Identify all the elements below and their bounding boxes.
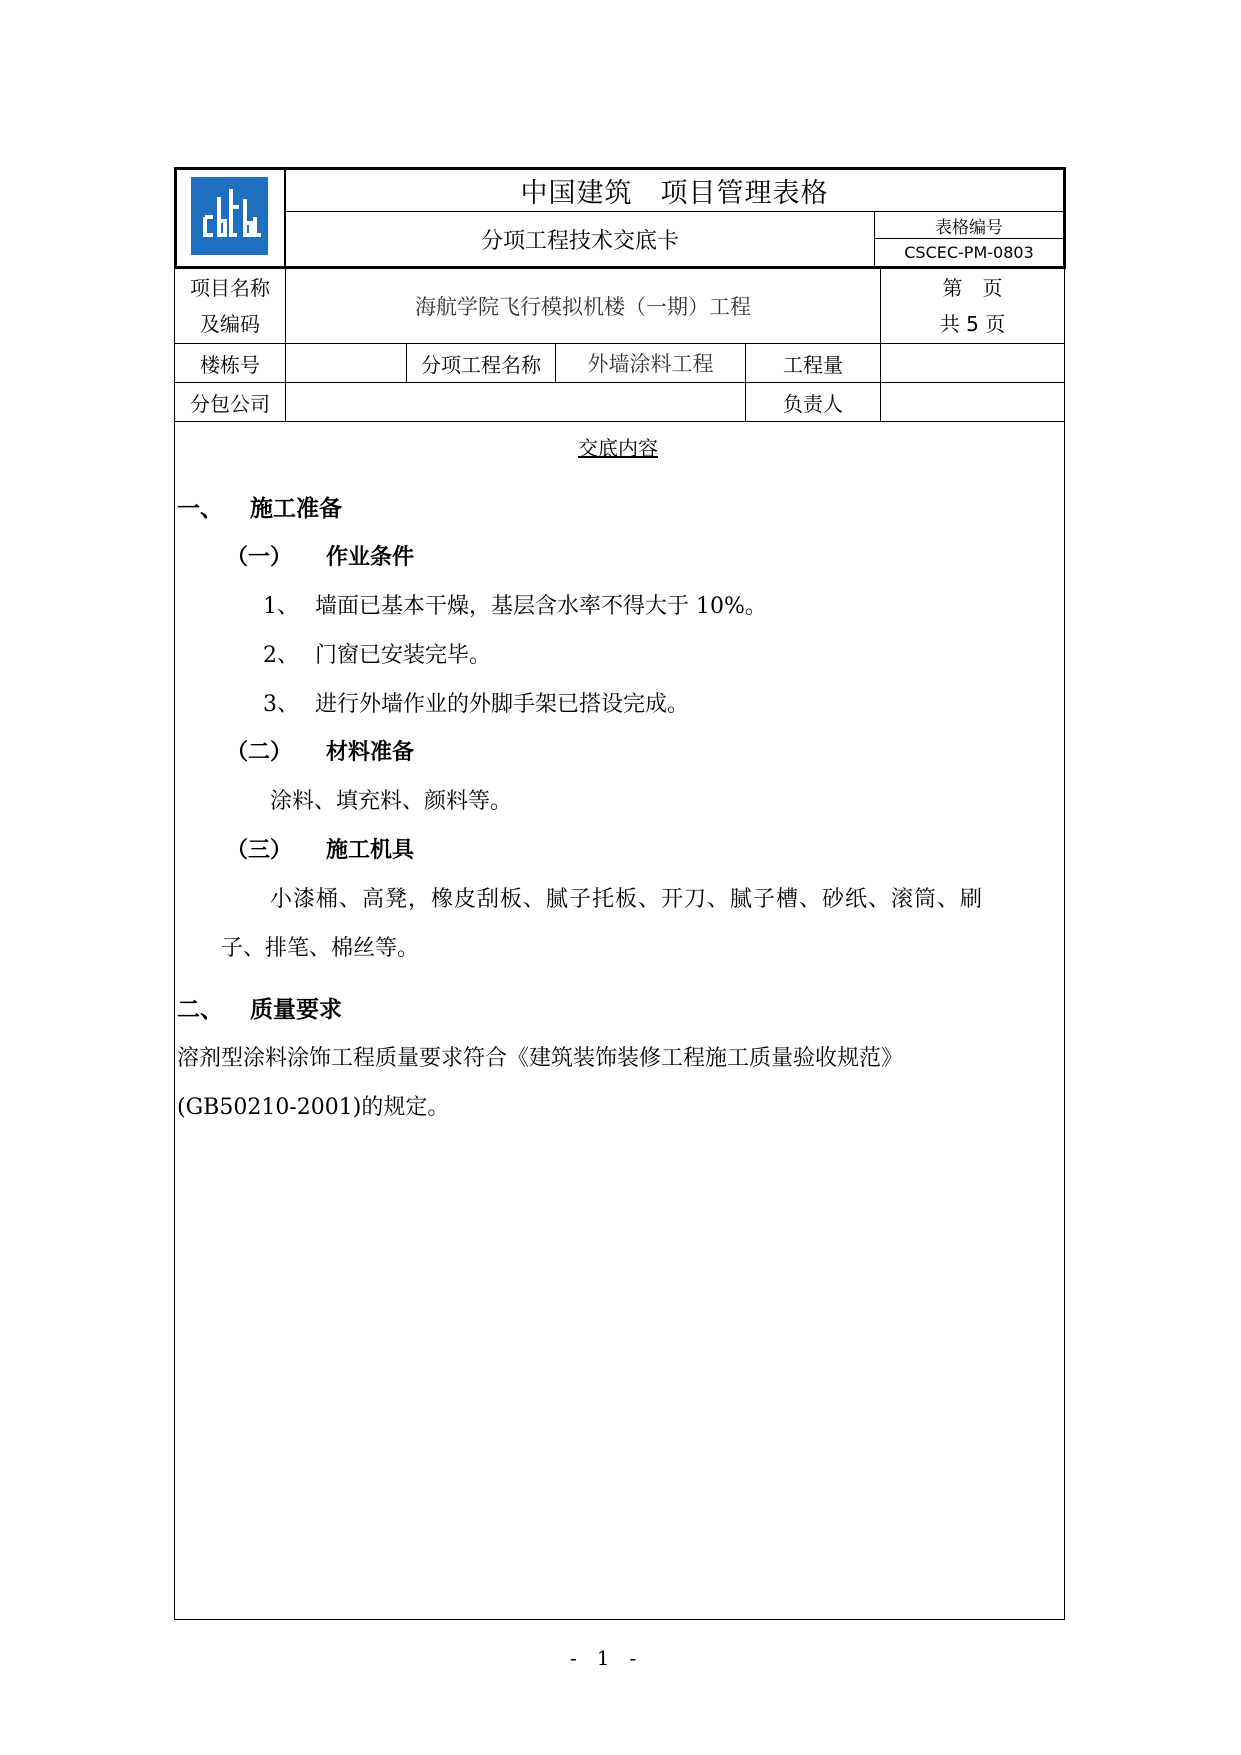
tools-text-line2: 子、排笔、棉丝等。	[221, 936, 420, 961]
page-total: 共 5 页	[939, 312, 1006, 336]
subitem-label: 分项工程名称	[421, 352, 541, 377]
form-no-label: 表格编号	[935, 217, 1003, 238]
section2-title: 质量要求	[250, 997, 342, 1023]
manager-value[interactable]	[881, 383, 1064, 421]
section1-number: 一、	[177, 496, 223, 522]
subcontractor-label: 分包公司	[190, 391, 270, 416]
section1-title: 施工准备	[250, 496, 342, 522]
materials-text: 涂料、填充料、颜料等。	[270, 789, 513, 814]
section1c-number: （三）	[226, 838, 293, 863]
project-label-line1: 项目名称	[190, 276, 270, 300]
row3-bottom	[174, 421, 1065, 422]
form-no: CSCEC-PM-0803	[904, 243, 1034, 262]
item1-number: 1、	[263, 594, 299, 619]
form-title: 分项工程技术交底卡	[480, 228, 679, 254]
body-bottom-border	[174, 1619, 1065, 1620]
manager-label: 负责人	[783, 391, 843, 416]
section2-number: 二、	[177, 997, 223, 1023]
tools-text-line1: 小漆桶、高凳，橡皮刮板、腻子托板、开刀、腻子槽、砂纸、滚筒、刷	[270, 887, 984, 912]
building-label: 楼栋号	[200, 352, 260, 377]
section1b-title: 材料准备	[326, 740, 415, 765]
section1b-number: （二）	[226, 740, 293, 765]
section1c-title: 施工机具	[326, 838, 415, 863]
project-label	[175, 270, 285, 343]
body-right-border	[1064, 268, 1065, 1620]
company-title: 中国建筑 项目管理表格	[520, 177, 829, 209]
item2-number: 2、	[263, 643, 299, 668]
subcontractor-value[interactable]	[286, 383, 745, 421]
quantity-label: 工程量	[783, 352, 843, 377]
building-value[interactable]	[286, 344, 406, 382]
project-label-line2: 及编码	[200, 312, 260, 336]
item3-number: 3、	[263, 692, 299, 717]
project-name: 海航学院飞行模拟机楼（一期）工程	[415, 295, 751, 319]
company-logo	[191, 177, 268, 255]
quantity-value[interactable]	[881, 344, 1064, 382]
cscec-logo-icon	[191, 177, 268, 255]
page-current: 第 页	[942, 276, 1003, 300]
body-left-border	[174, 268, 175, 1620]
item3-text: 进行外墙作业的外脚手架已搭设完成。	[315, 692, 690, 717]
section1a-title: 作业条件	[326, 545, 415, 570]
header-left-border	[174, 167, 177, 269]
quality-text-line1: 溶剂型涂料涂饰工程质量要求符合《建筑装饰装修工程施工质量验收规范》	[177, 1046, 904, 1071]
item1-text: 墙面已基本干燥，基层含水率不得大于 10%。	[315, 594, 767, 619]
page-number: - 1 -	[570, 1646, 637, 1670]
section1a-number: （一）	[226, 545, 293, 570]
header-right-border	[1063, 167, 1066, 269]
quality-text-line2: (GB50210-2001)的规定。	[177, 1095, 450, 1120]
item2-text: 门窗已安装完毕。	[315, 643, 492, 668]
subitem-value[interactable]: 外墙涂料工程	[587, 352, 714, 376]
content-title: 交底内容	[578, 436, 658, 460]
page-info	[881, 270, 1064, 343]
